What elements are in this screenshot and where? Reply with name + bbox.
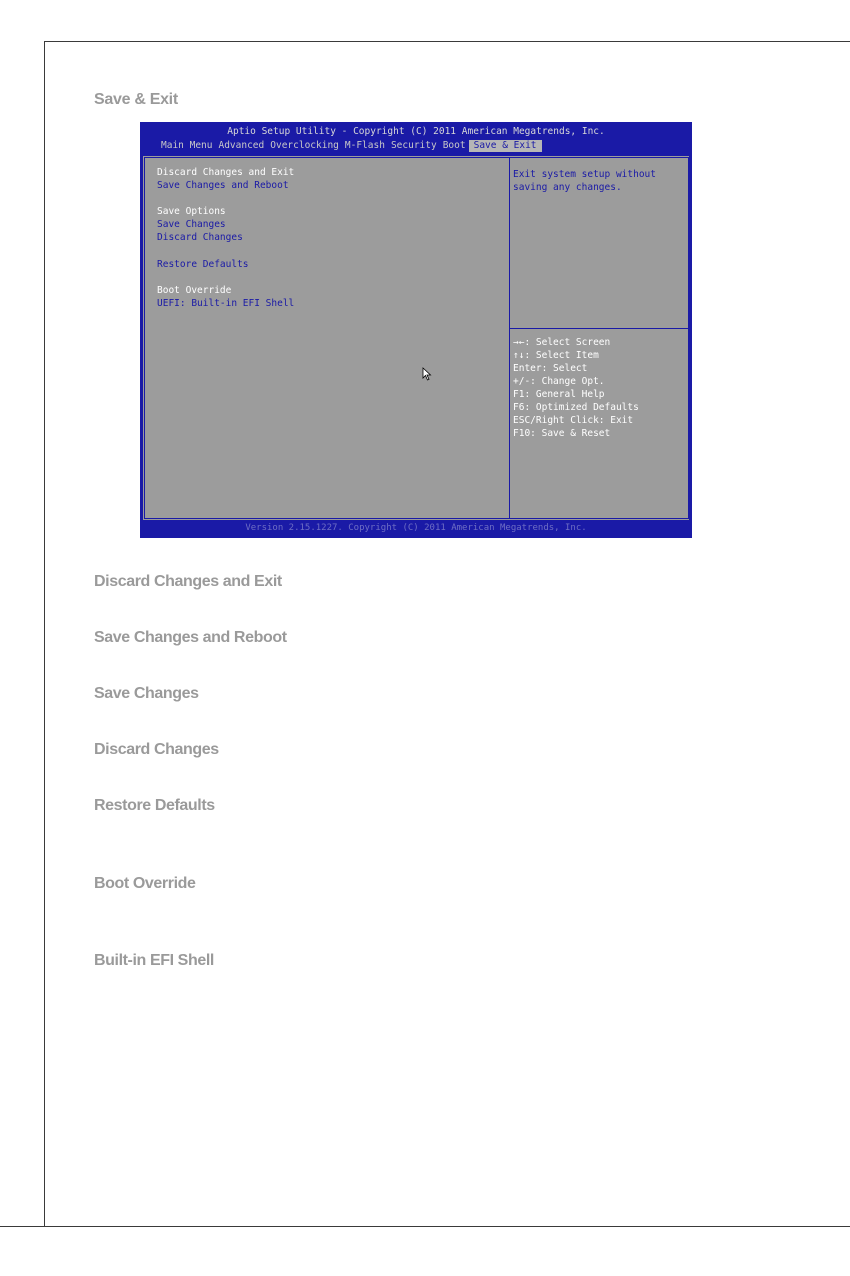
bios-item-save-reboot[interactable]: Save Changes and Reboot [157,180,289,191]
mouse-pointer-icon [422,367,432,381]
tab-main-menu[interactable]: Main Menu [161,140,213,151]
section-heading-efi-shell: Built-in EFI Shell [94,952,214,969]
bios-item-restore-defaults[interactable]: Restore Defaults [157,259,249,270]
bios-help-panel [509,157,689,519]
section-heading-discard-changes: Discard Changes [94,741,219,758]
key-enter-select: Enter: Select [513,363,588,374]
bios-item-discard-exit[interactable]: Discard Changes and Exit [157,167,295,178]
page-title: Save & Exit [94,91,178,108]
bios-label-save-options: Save Options [157,206,226,217]
key-general-help: F1: General Help [513,389,605,400]
tab-advanced[interactable]: Advanced [218,140,265,151]
bios-item-uefi-shell[interactable]: UEFI: Built-in EFI Shell [157,298,295,309]
page-frame-left [44,41,45,1226]
key-exit: ESC/Right Click: Exit [513,415,634,426]
bios-screenshot [140,122,692,538]
key-select-item: ↑↓: Select Item [513,350,599,361]
key-save-reset: F10: Save & Reset [513,428,611,439]
bios-help-divider [510,328,688,329]
section-heading-boot-override: Boot Override [94,875,196,892]
bios-footer: Version 2.15.1227. Copyright (C) 2011 American Megatrends, Inc. [245,523,587,533]
tab-boot[interactable]: Boot [442,140,466,151]
bios-menu-bar [158,140,542,152]
page-frame-bottom [0,1226,850,1227]
page-frame-top [44,41,850,42]
key-change-opt: +/-: Change Opt. [513,376,605,387]
bios-item-save-changes[interactable]: Save Changes [157,219,226,230]
key-select-screen: →←: Select Screen [513,337,611,348]
section-heading-save-changes: Save Changes [94,685,199,702]
section-heading-restore-defaults: Restore Defaults [94,797,215,814]
key-optimized-defaults: F6: Optimized Defaults [513,402,639,413]
section-heading-discard-exit: Discard Changes and Exit [94,573,282,590]
tab-save-exit[interactable]: Save & Exit [469,140,542,152]
bios-key-legend [513,336,639,440]
tab-overclocking[interactable]: Overclocking [270,140,339,151]
bios-label-boot-override: Boot Override [157,285,232,296]
bios-body [143,156,689,520]
section-heading-save-reboot: Save Changes and Reboot [94,629,287,646]
tab-security[interactable]: Security [390,140,437,151]
tab-m-flash[interactable]: M-Flash [344,140,385,151]
bios-item-discard-changes[interactable]: Discard Changes [157,232,243,243]
bios-help-text: Exit system setup without saving any changes. [513,169,656,193]
bios-title: Aptio Setup Utility - Copyright (C) 2011 American Megatrends, Inc. [227,126,605,137]
bios-options-panel [144,157,510,519]
